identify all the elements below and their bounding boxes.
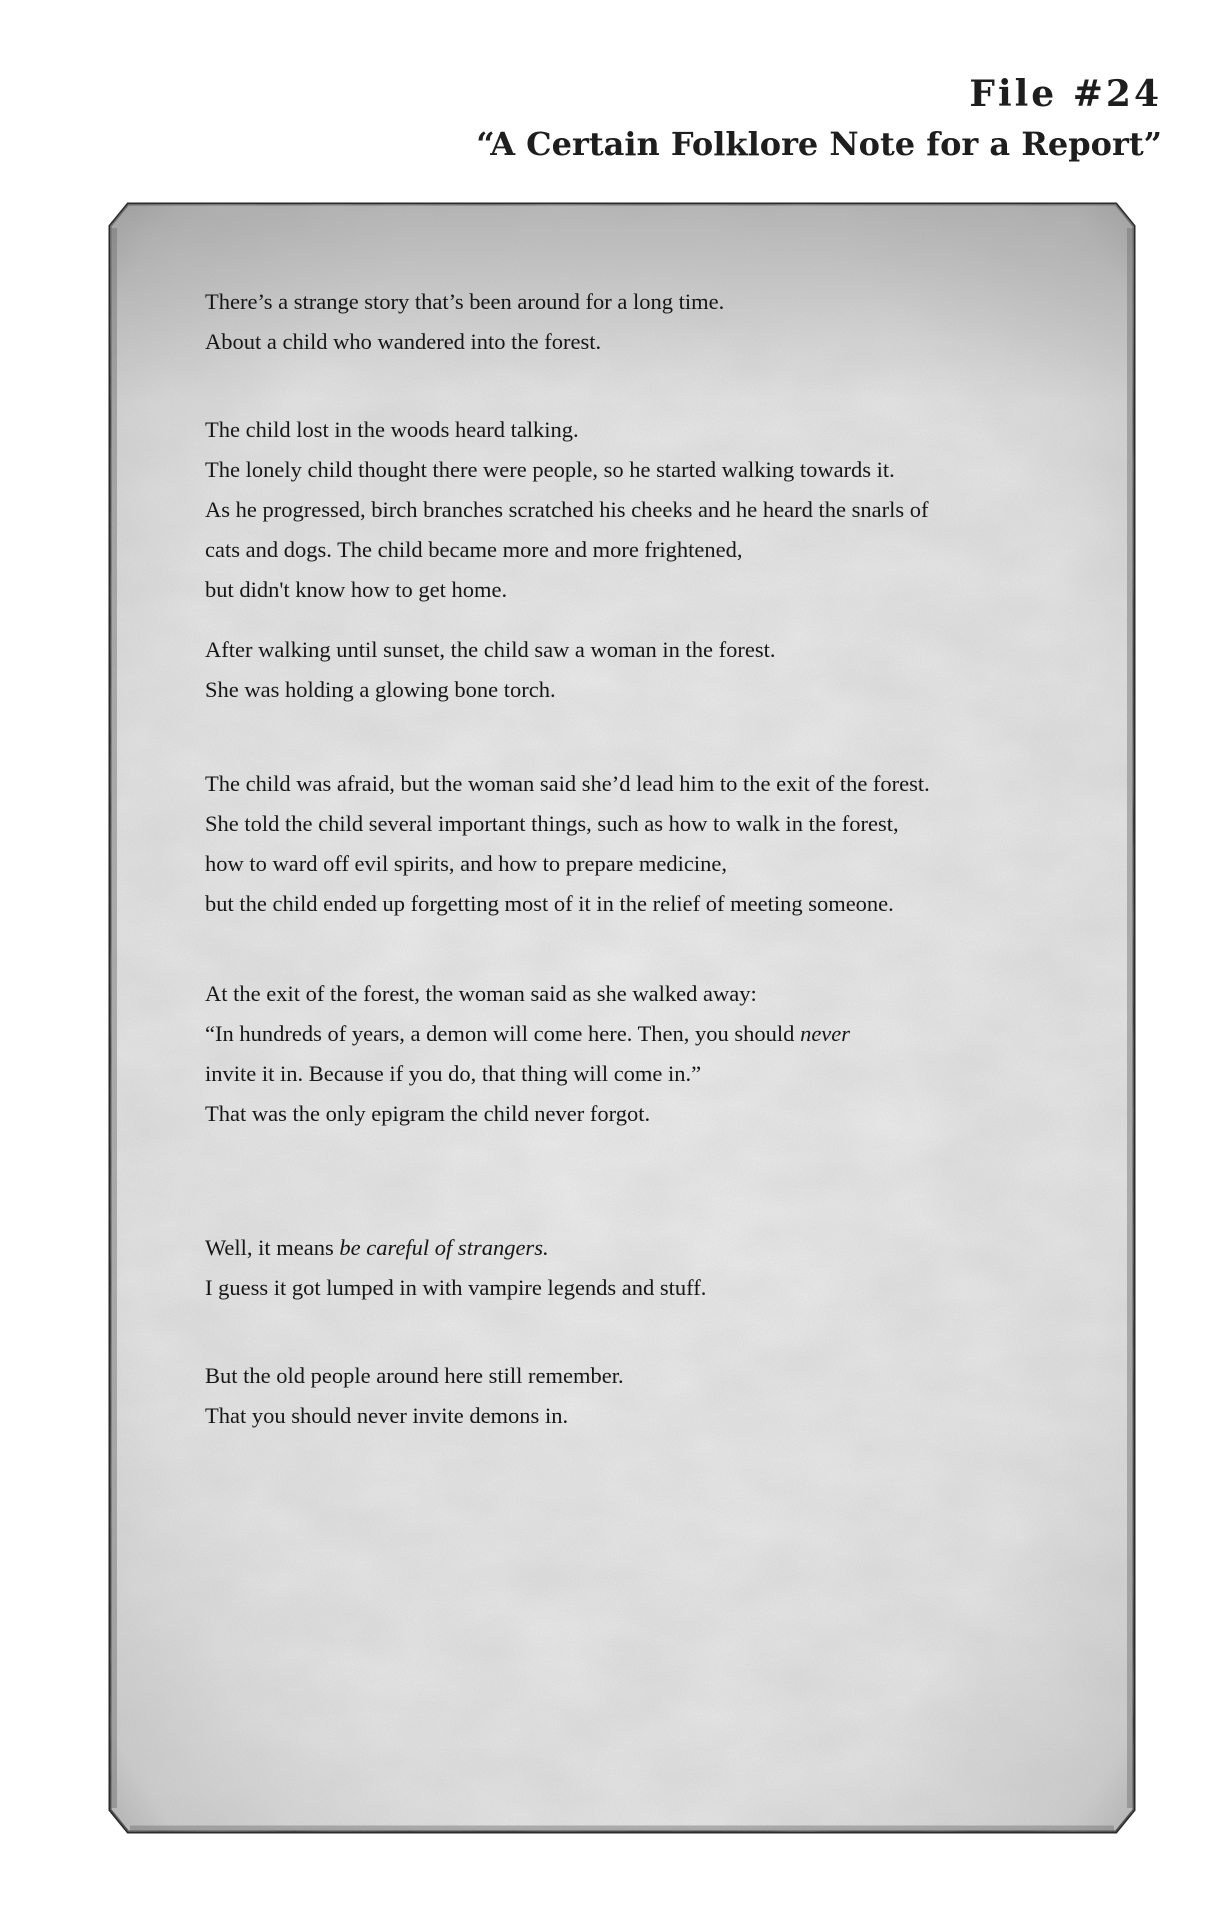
page-header (476, 72, 1162, 168)
text-line (205, 1228, 1105, 1268)
text-line: invite it in. Because if you do, that thing will come in.” (205, 1061, 702, 1086)
text-line: After walking until sunset, the child saw a woman in the forest. (205, 637, 776, 662)
paragraph-closing (205, 1356, 1105, 1436)
text-line (205, 1014, 1105, 1054)
file-title: “A Certain Folklore Note for a Report” (476, 125, 1162, 163)
text-line: As he progressed, birch branches scratched his cheeks and he heard the snarls of (205, 497, 929, 522)
emphasis-strangers: be careful of strangers. (339, 1235, 549, 1260)
text-line: I guess it got lumped in with vampire legends and stuff. (205, 1275, 707, 1300)
paragraph-guidance (205, 764, 1105, 924)
text-line: but the child ended up forgetting most of it in the relief of meeting someone. (205, 891, 894, 916)
text-line: The lonely child thought there were people, so he started walking towards it. (205, 457, 895, 482)
text-line: At the exit of the forest, the woman said as she walked away: (205, 981, 757, 1006)
paragraph-intro (205, 282, 1105, 362)
text-line: There’s a strange story that’s been around for a long time. (205, 289, 725, 314)
paragraph-warning (205, 974, 1105, 1134)
text-line: but didn't know how to get home. (205, 577, 508, 602)
text-line: how to ward off evil spirits, and how to prepare medicine, (205, 851, 727, 876)
text-line: The child was afraid, but the woman said she’d lead him to the exit of the forest. (205, 771, 930, 796)
text-segment: “In hundreds of years, a demon will come here. Then, you should (205, 1021, 801, 1046)
emphasis-never: never (800, 1021, 851, 1046)
paragraph-lost-child (205, 410, 1105, 610)
paragraph-meaning (205, 1228, 1105, 1308)
text-line: She was holding a glowing bone torch. (205, 677, 556, 702)
text-line: But the old people around here still remember. (205, 1363, 624, 1388)
file-number: File #24 (969, 73, 1162, 115)
paragraph-woman (205, 630, 1105, 710)
note-body (205, 282, 1105, 1436)
text-line: She told the child several important things, such as how to walk in the forest, (205, 811, 899, 836)
text-line: That you should never invite demons in. (205, 1403, 569, 1428)
text-line: cats and dogs. The child became more and more frightened, (205, 537, 743, 562)
text-line: About a child who wandered into the forest. (205, 329, 602, 354)
text-line: The child lost in the woods heard talking. (205, 417, 579, 442)
text-line: That was the only epigram the child never forgot. (205, 1101, 651, 1126)
text-segment: Well, it means (205, 1235, 340, 1260)
